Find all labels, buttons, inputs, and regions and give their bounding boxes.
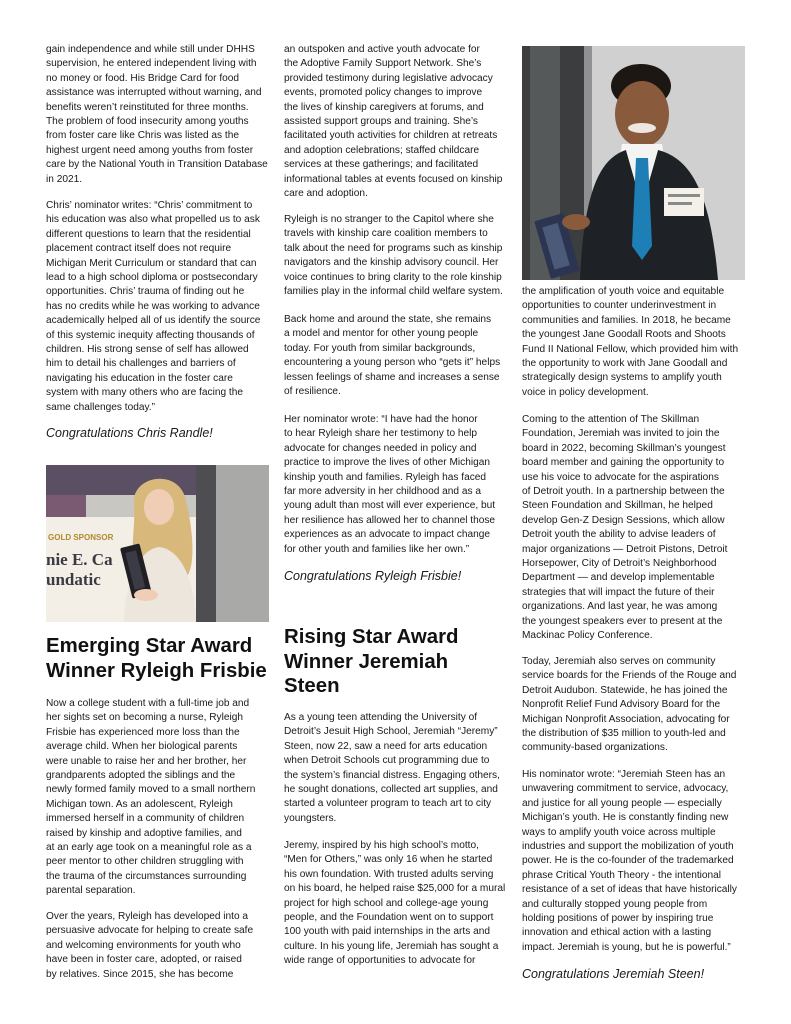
sign-gold-sponsor: GOLD SPONSOR xyxy=(48,533,114,542)
paragraph-jeremiah-fellow: the amplification of youth voice and equitable opportunities to counter underinvestment in communities and families. In 2018, he became the youngest Jane Goodall Roots and Shoots Fund II National Fellow, which provided him with the opportunity to work with Jane Goodall and strategically design systems to amplify youth voice in policy development. xyxy=(522,286,739,398)
paragraph-jeremiah-nominator: His nominator wrote: “Jeremiah Steen has an unwavering commitment to service, advocacy, and justice for all young people — especially Michigan’s youth. He is constantly finding new ways to amplify youth voice across multiple industries and support the mobilization of youth power. He is the co-founder of the trademarked phrase Critical Youth Theory - the intentional resistance of a set of ideas that have historically and culturally stopped young people from holding positions of power by inspiring true innovation and ethical action with a lasting impact. Jeremiah is young, but he is powerful.” xyxy=(522,769,737,953)
paragraph-ryleigh-background: Now a college student with a full-time job and her sights set on becoming a nurse, Ryleigh Frisbie has experienced more loss than the average child. When her biological parents were unable to raise her and her brother, her grandparents adopted the siblings and the newly formed family moved to a small northern Michigan town. As an adolescent, Ryleigh immersed herself in a community of children raised by kinship and adoptive families, and at an early age took on a meaningful role as a peer mentor to other children struggling with the trauma of the circumstances surrounding parental separation. xyxy=(46,698,256,897)
photo-ryleigh-frisbie xyxy=(46,465,269,622)
heading-emerging-star-award: Emerging Star Award Winner Ryleigh Frisbie xyxy=(46,635,267,682)
paragraph-jeremiah-foundation: Jeremy, inspired by his high school’s motto, “Men for Others,” was only 16 when he started his own foundation. With trusted adults serving on his board, he helped raise $25,000 for a mural project for high school and college-age young people, and the Foundation went on to support 100 youth with paid internships in the arts and culture. In his young life, Jeremiah has sought a wide range of opportunities to advocate for xyxy=(284,840,506,967)
paragraph-jeremiah-boards: Today, Jeremiah also serves on community service boards for the Friends of the Rouge and Detroit Audubon. Statewide, he has joined the Nonprofit Relief Fund Advisory Board for the Michigan Nonprofit Association, advocating for the distribution of $35 million to youth-led and community-based organizations. xyxy=(522,656,737,754)
paragraph-ryleigh-network: an outspoken and active youth advocate for the Adoptive Family Support Network. She’s provided testimony during legislative advocacy events, promoted policy changes to improve the lives of kinship caregivers at forums, and assisted support groups and training. She’s facilitated youth activities for children at retreats and adoption celebrations; staffed childcare services at these gatherings; and facilitated informational tables at events focused on kinship care and adoption. xyxy=(284,44,503,200)
congrats-jeremiah: Congratulations Jeremiah Steen! xyxy=(522,967,705,981)
paragraph-ryleigh-capitol: Ryleigh is no stranger to the Capitol where she travels with kinship care coalition members to talk about the need for programs such as kinship navigators and the kinship advisory council. Her voice continues to bring clarity to the role kinship families play in the informal child welfare system. xyxy=(284,214,503,298)
paragraph-chris-nominator: Chris’ nominator writes: “Chris’ commitment to his education was also what propelled us to ask different questions to learn that the residential placement contract itself does not require Michigan Merit Curriculum or standard that can lead to a high school diploma or postsecondary opportunities. Chris’ trauma of finding out he has no credits while he was working to advance academically helped all of us identify the source of this systemic inequity affecting thousands of children. His strong sense of self has allowed him to detail his challenges and barriers of navigating his education in the foster care system with many others who are facing the same challenges today.” xyxy=(46,200,261,413)
paragraph-chris-food-insecurity: gain independence and while still under DHHS supervision, he entered independent living with no money or food. His Bridge Card for food assistance was interrupted without warning, and benefits weren’t reinstituted for three months. The problem of food insecurity among youths from foster care like Chris was listed as the highest urgent need among youths from foster care by the National Youth in Transition Database in 2021. xyxy=(46,44,268,185)
heading-rising-star-award: Rising Star Award Winner Jeremiah Steen xyxy=(284,626,459,697)
congrats-chris: Congratulations Chris Randle! xyxy=(46,426,213,440)
photo-jeremiah-steen xyxy=(522,46,745,280)
paragraph-jeremiah-skillman: Coming to the attention of The Skillman Foundation, Jeremiah was invited to join the board in 2022, becoming Skillman’s youngest board member and gaining the opportunity to use his voice to advocate for the aspirations of Detroit youth. In a partnership between the Steen Foundation and Skillman, he helped develop Gen-Z Design Sessions, which allow Detroit youth the ability to advise leaders of major organizations — Detroit Pistons, Detroit Horsepower, City of Detroit’s Neighborhood Department — and develop implementable strategies that will impact the future of their organizations. And last year, he was among the youngest speakers ever to present at the Mackinac Policy Conference. xyxy=(522,414,728,642)
paragraph-ryleigh-mentor: Back home and around the state, she remains a model and mentor for other young people today. For youth from similar backgrounds, encountering a young person who “gets it” helps lessen feelings of shame and increases a sense of resilience. xyxy=(284,314,501,398)
paragraph-jeremiah-arts: As a young teen attending the University of Detroit’s Jesuit High School, Jeremiah “Jeremy” Steen, now 22, saw a need for arts education when Detroit Schools cut programming due to the system’s financial distress. Engaging others, he sought donations, collected art supplies, and started a volunteer program to teach art to city youngsters. xyxy=(284,712,500,824)
sign-name-text: nie E. Ca xyxy=(46,550,113,569)
paragraph-ryleigh-advocate: Over the years, Ryleigh has developed into a persuasive advocate for helping to create safe and welcoming environments for youth who have been in foster care, adopted, or raised by relatives. Since 2015, she has become xyxy=(46,911,254,980)
sign-foundation-text: undatic xyxy=(46,570,101,589)
congrats-ryleigh: Congratulations Ryleigh Frisbie! xyxy=(284,569,462,583)
paragraph-ryleigh-nominator: Her nominator wrote: “I have had the honor to hear Ryleigh share her testimony to help advocate for changes needed in policy and practice to improve the lives of other Michigan kinship youth and families. Ryleigh has faced far more adversity in her childhood and as a young adult than most will ever experience, but her resilience has allowed her to channel those experiences as an advocate to impact change for other youth and families like her own.” xyxy=(284,414,496,555)
